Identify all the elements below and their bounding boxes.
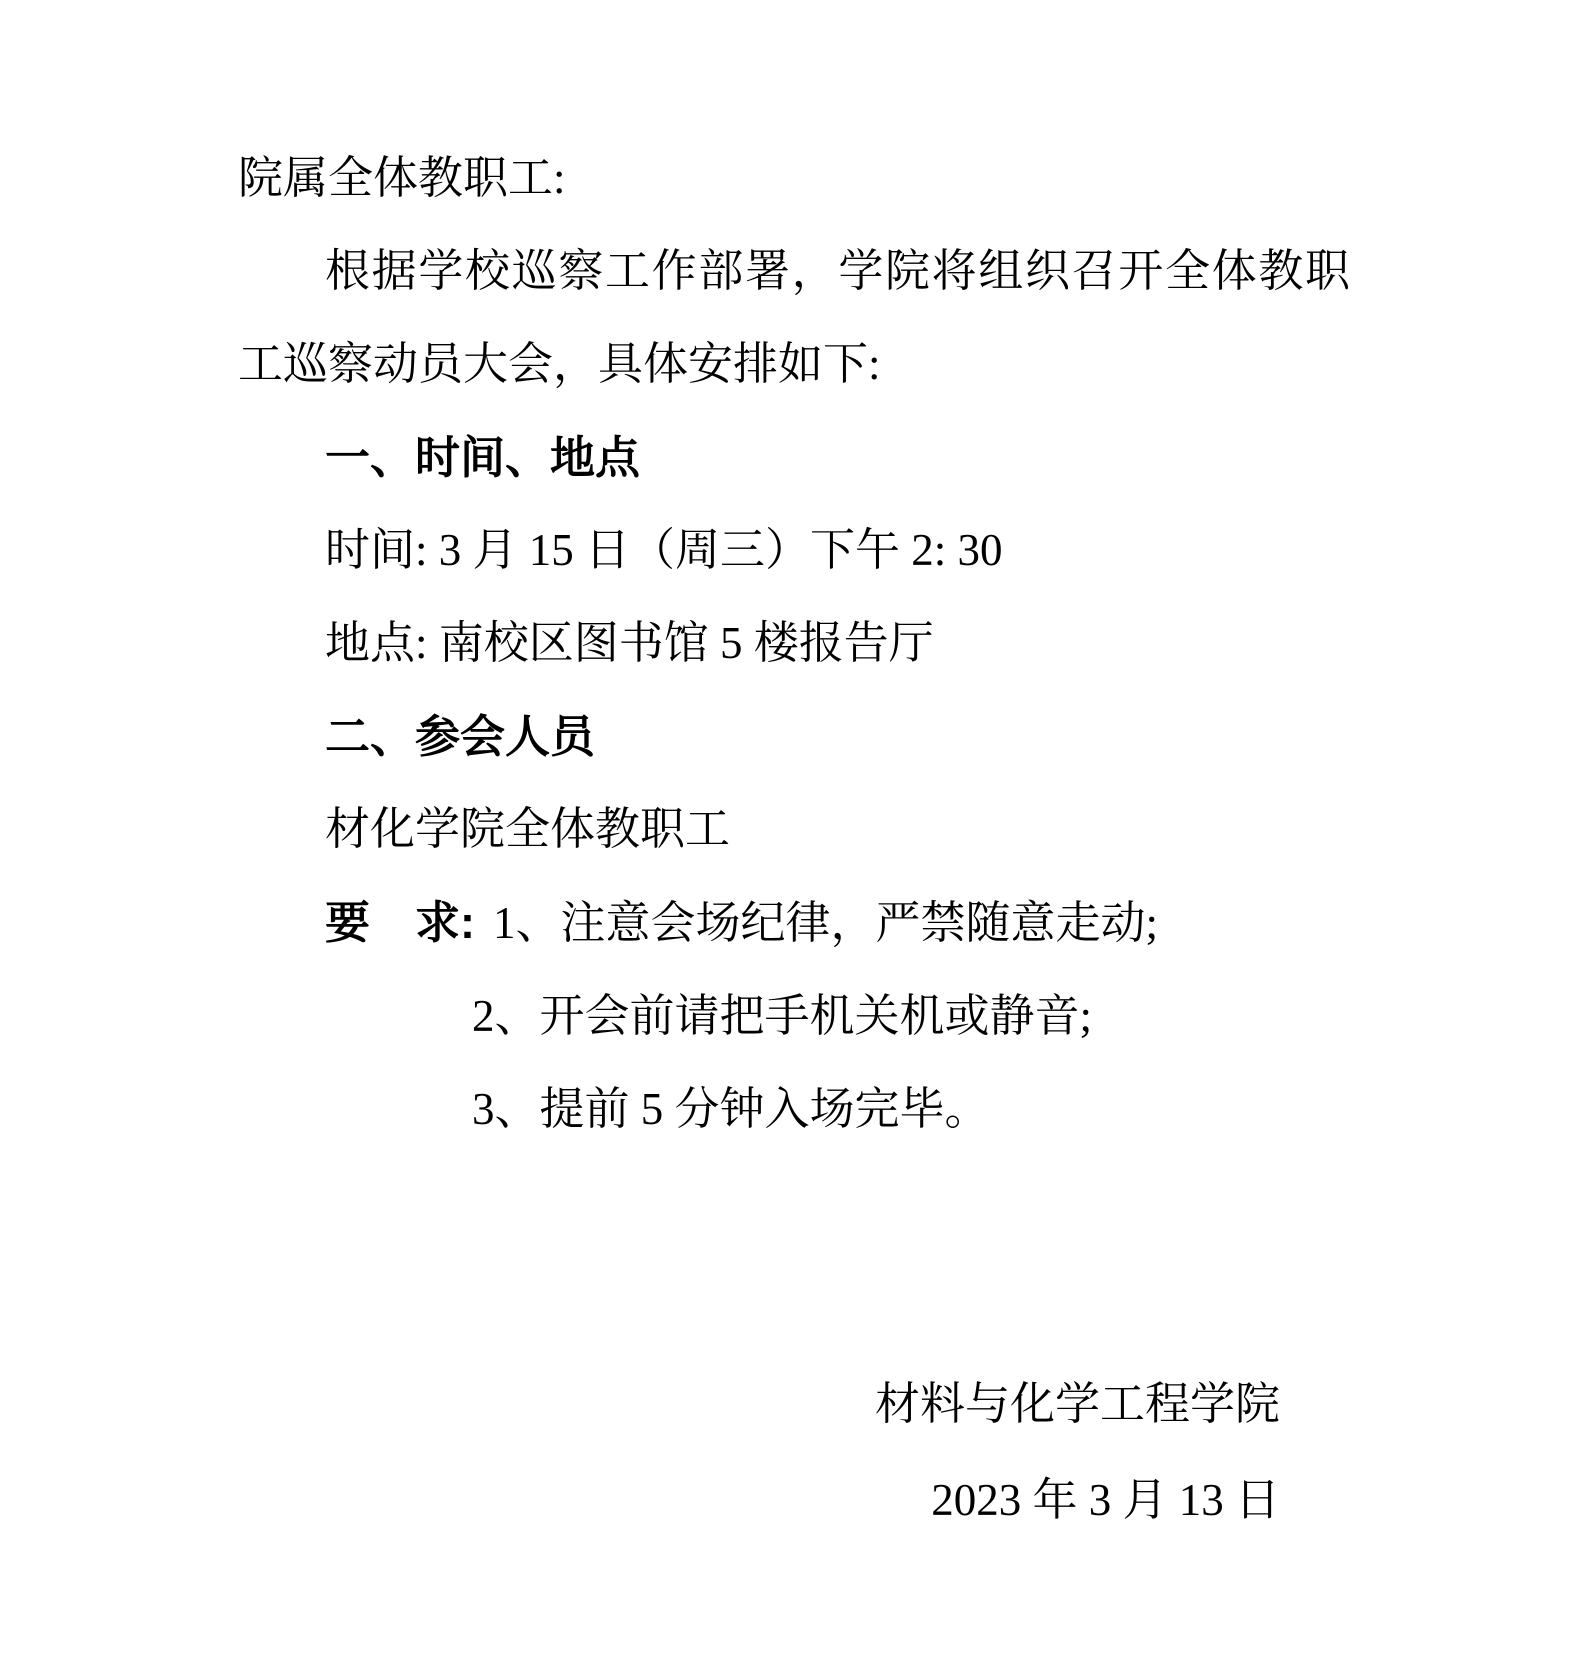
section1-heading: 一、时间、地点 <box>325 432 641 483</box>
requirements-label: 要 求: <box>325 897 475 948</box>
meeting-time-line: 时间: 3 月 15 日（周三）下午 2: 30 <box>325 525 1003 575</box>
requirement-item-3: 3、提前 5 分钟入场完毕。 <box>472 1084 990 1134</box>
attendees-line: 材化学院全体教职工 <box>325 804 731 854</box>
salutation: 院属全体教职工: <box>238 153 566 203</box>
signature-block <box>238 1356 1350 1548</box>
section2-heading: 二、参会人员 <box>325 711 596 762</box>
signature-org: 材料与化学工程学院 <box>874 1379 1280 1429</box>
requirements-line <box>238 876 1350 970</box>
requirement-item-2: 2、开会前请把手机关机或静音; <box>472 991 1093 1041</box>
intro-paragraph: 根据学校巡察工作部署，学院将组织召开全体教职工巡察动员大会，具体安排如下: <box>238 246 1350 389</box>
document-body <box>238 132 1350 1548</box>
signature-date: 2023 年 3 月 13 日 <box>931 1475 1280 1525</box>
requirement-item-1: 1、注意会场纪律，严禁随意走动; <box>493 898 1159 948</box>
meeting-place-line: 地点: 南校区图书馆 5 楼报告厅 <box>325 618 934 668</box>
